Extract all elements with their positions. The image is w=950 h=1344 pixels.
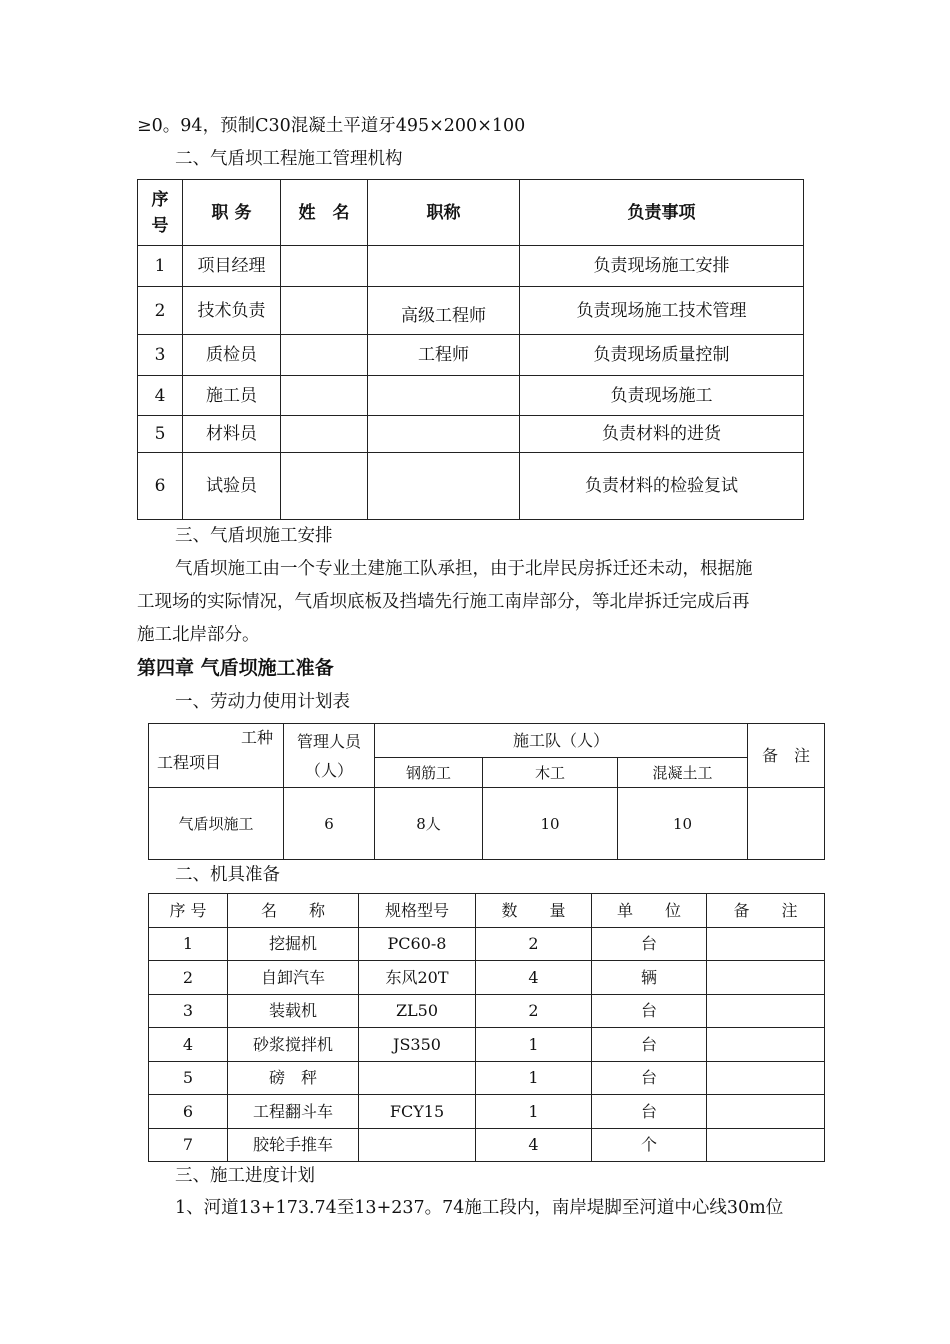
intro-line: ≥0。94，预制C30混凝土平道牙495×200×100 xyxy=(137,116,526,136)
cell-remark xyxy=(707,995,825,1028)
cell-remark xyxy=(707,1028,825,1062)
cell-model xyxy=(359,1129,476,1162)
cell-duty: 负责材料的进货 xyxy=(520,416,804,453)
cell-no: 2 xyxy=(138,287,183,335)
header-qty: 数 量 xyxy=(476,894,592,928)
cell-no: 6 xyxy=(138,453,183,520)
table-row xyxy=(138,246,804,287)
table-row xyxy=(149,928,825,961)
header-role: 职 务 xyxy=(183,180,281,246)
header-mgmt-unit: （人） xyxy=(304,760,353,780)
cell-role: 材料员 xyxy=(183,416,281,453)
cell-qty: 1 xyxy=(476,1028,592,1062)
cell-model: PC60-8 xyxy=(359,928,476,961)
cell-mgmt: 6 xyxy=(284,788,375,860)
header-mgmt-label: 管理人员 xyxy=(296,731,361,751)
cell-qty: 1 xyxy=(476,1095,592,1129)
cell-qty: 4 xyxy=(476,961,592,995)
org-table xyxy=(137,179,804,520)
cell-no: 7 xyxy=(149,1129,228,1162)
cell-name: 胶轮手推车 xyxy=(228,1129,359,1162)
chapter4-title: 第四章 气盾坝施工准备 xyxy=(137,657,334,679)
cell-unit: 台 xyxy=(592,928,707,961)
cell-name: 工程翻斗车 xyxy=(228,1095,359,1129)
machine-header-row xyxy=(149,894,825,928)
cell-name xyxy=(281,246,368,287)
cell-title: 工程师 xyxy=(368,335,520,376)
labor-header-row xyxy=(149,724,825,758)
cell-name: 装载机 xyxy=(228,995,359,1028)
cell-title xyxy=(368,376,520,416)
machine-table-title: 二、机具准备 xyxy=(175,865,280,885)
cell-name: 砂浆搅拌机 xyxy=(228,1028,359,1062)
cell-model: 东风20T xyxy=(359,961,476,995)
cell-duty: 负责现场质量控制 xyxy=(520,335,804,376)
section3-title: 三、气盾坝施工安排 xyxy=(175,526,333,546)
header-unit: 单 位 xyxy=(592,894,707,928)
cell-no: 5 xyxy=(149,1062,228,1095)
cell-unit: 台 xyxy=(592,1062,707,1095)
cell-name: 自卸汽车 xyxy=(228,961,359,995)
cell-no: 3 xyxy=(149,995,228,1028)
cell-duty: 负责材料的检验复试 xyxy=(520,453,804,520)
table-row xyxy=(149,995,825,1028)
section2-title: 二、气盾坝工程施工管理机构 xyxy=(175,149,403,169)
cell-role: 项目经理 xyxy=(183,246,281,287)
cell-role: 施工员 xyxy=(183,376,281,416)
cell-no: 5 xyxy=(138,416,183,453)
header-name: 名 称 xyxy=(228,894,359,928)
cell-qty: 2 xyxy=(476,995,592,1028)
cell-no: 3 xyxy=(138,335,183,376)
org-table-header xyxy=(138,180,804,246)
cell-duty: 负责现场施工 xyxy=(520,376,804,416)
cell-role: 试验员 xyxy=(183,453,281,520)
cell-no: 2 xyxy=(149,961,228,995)
cell-no: 6 xyxy=(149,1095,228,1129)
cell-duty: 负责现场施工技术管理 xyxy=(520,287,804,335)
cell-rebar: 8人 xyxy=(375,788,483,860)
cell-role: 质检员 xyxy=(183,335,281,376)
paragraph-line: 气盾坝施工由一个专业土建施工队承担，由于北岸民房拆迁还未动，根据施 xyxy=(175,559,753,579)
corner-header-bottom: 工程项目 xyxy=(157,753,222,772)
header-model: 规格型号 xyxy=(359,894,476,928)
header-team: 施工队（人） xyxy=(375,724,748,758)
paragraph-line: 施工北岸部分。 xyxy=(137,625,260,645)
table-row xyxy=(138,416,804,453)
labor-table xyxy=(148,723,825,860)
cell-model xyxy=(359,1062,476,1095)
cell-name: 磅 秤 xyxy=(228,1062,359,1095)
corner-header-cell xyxy=(149,724,284,788)
header-mgmt xyxy=(284,724,375,788)
table-row xyxy=(149,1028,825,1062)
cell-remark xyxy=(707,1129,825,1162)
header-rebar: 钢筋工 xyxy=(375,758,483,788)
cell-unit: 台 xyxy=(592,1095,707,1129)
header-remark: 备 注 xyxy=(748,724,825,788)
cell-qty: 1 xyxy=(476,1062,592,1095)
cell-remark xyxy=(707,928,825,961)
cell-name xyxy=(281,416,368,453)
cell-no: 4 xyxy=(138,376,183,416)
header-name: 姓 名 xyxy=(281,180,368,246)
corner-header-top: 工种 xyxy=(240,728,273,747)
table-row xyxy=(149,788,825,860)
paragraph-line: 工现场的实际情况，气盾坝底板及挡墙先行施工南岸部分，等北岸拆迁完成后再 xyxy=(137,592,750,612)
header-no: 序 号 xyxy=(149,894,228,928)
machine-table xyxy=(148,893,825,1162)
table-row xyxy=(149,961,825,995)
cell-unit: 台 xyxy=(592,1028,707,1062)
labor-table-title: 一、劳动力使用计划表 xyxy=(175,692,350,712)
header-no: 序 号 xyxy=(138,180,183,246)
header-remark: 备 注 xyxy=(707,894,825,928)
schedule-line: 1、河道13+173.74至13+237。74施工段内，南岸堤脚至河道中心线30m位 xyxy=(175,1198,784,1218)
table-row xyxy=(138,335,804,376)
cell-title: 高级工程师 xyxy=(368,287,520,335)
cell-no: 4 xyxy=(149,1028,228,1062)
cell-unit: 辆 xyxy=(592,961,707,995)
cell-title xyxy=(368,416,520,453)
table-row xyxy=(149,1062,825,1095)
table-row xyxy=(138,287,804,335)
cell-model: FCY15 xyxy=(359,1095,476,1129)
cell-title xyxy=(368,246,520,287)
cell-title xyxy=(368,453,520,520)
cell-name xyxy=(281,376,368,416)
cell-remark xyxy=(707,1095,825,1129)
table-row xyxy=(149,1129,825,1162)
schedule-title: 三、施工进度计划 xyxy=(175,1166,315,1186)
cell-qty: 4 xyxy=(476,1129,592,1162)
table-row xyxy=(149,1095,825,1129)
cell-qty: 2 xyxy=(476,928,592,961)
cell-role: 技术负责 xyxy=(183,287,281,335)
cell-name xyxy=(281,287,368,335)
cell-remark xyxy=(707,961,825,995)
cell-model: JS350 xyxy=(359,1028,476,1062)
cell-unit: 个 xyxy=(592,1129,707,1162)
cell-remark xyxy=(748,788,825,860)
cell-concrete: 10 xyxy=(618,788,748,860)
table-row xyxy=(138,453,804,520)
table-row xyxy=(138,376,804,416)
cell-duty: 负责现场施工安排 xyxy=(520,246,804,287)
header-carpenter: 木工 xyxy=(483,758,618,788)
header-duty: 负责事项 xyxy=(520,180,804,246)
cell-no: 1 xyxy=(138,246,183,287)
cell-model: ZL50 xyxy=(359,995,476,1028)
cell-project: 气盾坝施工 xyxy=(149,788,284,860)
cell-unit: 台 xyxy=(592,995,707,1028)
cell-name xyxy=(281,453,368,520)
cell-no: 1 xyxy=(149,928,228,961)
header-title: 职称 xyxy=(368,180,520,246)
cell-remark xyxy=(707,1062,825,1095)
cell-carpenter: 10 xyxy=(483,788,618,860)
header-concrete: 混凝土工 xyxy=(618,758,748,788)
cell-name: 挖掘机 xyxy=(228,928,359,961)
cell-name xyxy=(281,335,368,376)
